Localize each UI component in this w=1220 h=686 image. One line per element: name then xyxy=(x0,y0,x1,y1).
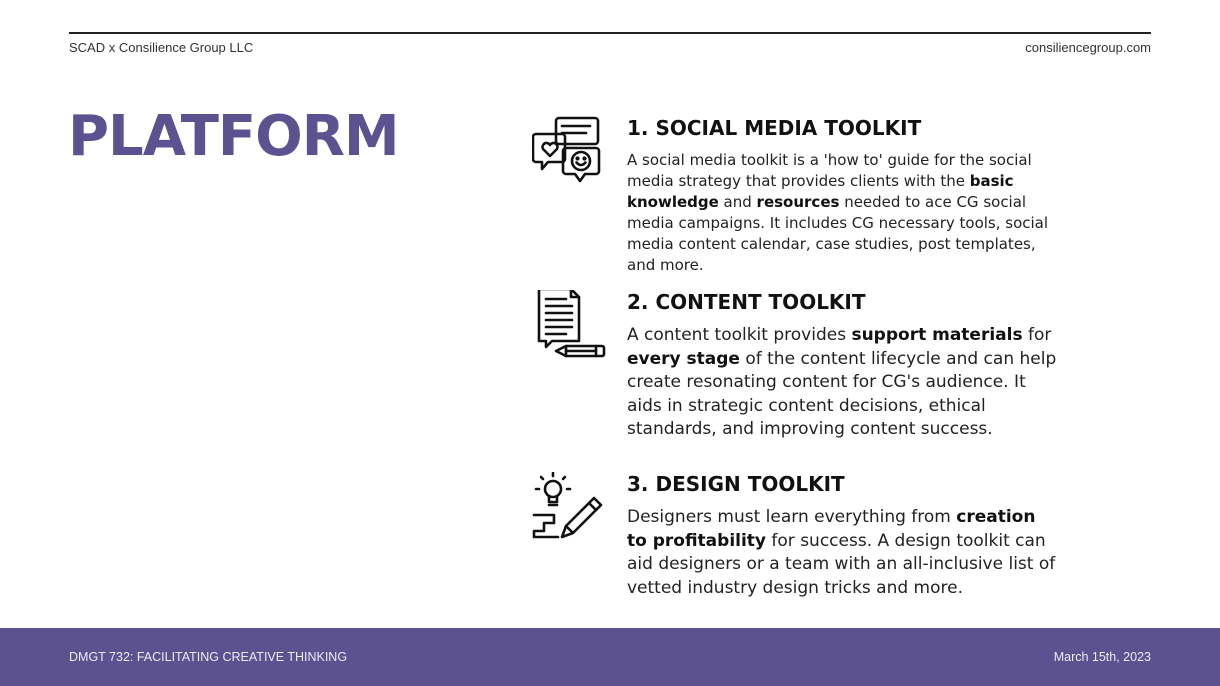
section-body xyxy=(627,506,1057,600)
lightbulb-pencil-icon xyxy=(532,472,606,546)
body-text: for success. A design toolkit can aid designers or a team with an all-inclusive list of vetted industry design tricks and more. xyxy=(627,530,1056,598)
footer-course: DMGT 732: FACILITATING CREATIVE THINKING xyxy=(69,650,348,664)
document-pencil-icon xyxy=(532,290,606,364)
body-text: A social media toolkit is a 'how to' guide for the social media strategy that provides clients with the xyxy=(627,151,1032,190)
footer-bar xyxy=(0,628,1220,686)
section-heading: 2. CONTENT TOOLKIT xyxy=(627,290,866,314)
social-media-chat-icon xyxy=(532,116,606,190)
section-heading: 1. SOCIAL MEDIA TOOLKIT xyxy=(627,116,922,140)
header-organization: SCAD x Consilience Group LLC xyxy=(69,40,254,55)
emphasis-text: support materials xyxy=(851,325,1023,345)
body-text: needed to ace CG social media campaigns. It includes CG necessary tools, social media content calendar, case studies, post templates, and more. xyxy=(627,193,1049,274)
body-text: Designers must learn everything from xyxy=(627,507,957,527)
header-website: consiliencegroup.com xyxy=(1025,40,1151,55)
section-body xyxy=(627,150,1057,276)
section-body xyxy=(627,324,1057,442)
header-rule xyxy=(69,32,1151,34)
footer-date: March 15th, 2023 xyxy=(1053,650,1151,664)
body-text: of the content lifecycle and can help create resonating content for CG's audience. It aids in strategic content decisions, ethical standards, and improving content success. xyxy=(627,348,1057,440)
emphasis-text: resources xyxy=(756,193,840,211)
emphasis-text: basic knowledge xyxy=(627,172,1014,211)
body-text: A content toolkit provides xyxy=(627,325,852,345)
page-title: PLATFORM xyxy=(68,104,399,169)
body-text: and xyxy=(718,193,757,211)
section-heading: 3. DESIGN TOOLKIT xyxy=(627,472,845,496)
emphasis-text: creation to profitability xyxy=(627,507,1036,551)
body-text: for xyxy=(1022,325,1052,345)
emphasis-text: every stage xyxy=(627,348,740,369)
